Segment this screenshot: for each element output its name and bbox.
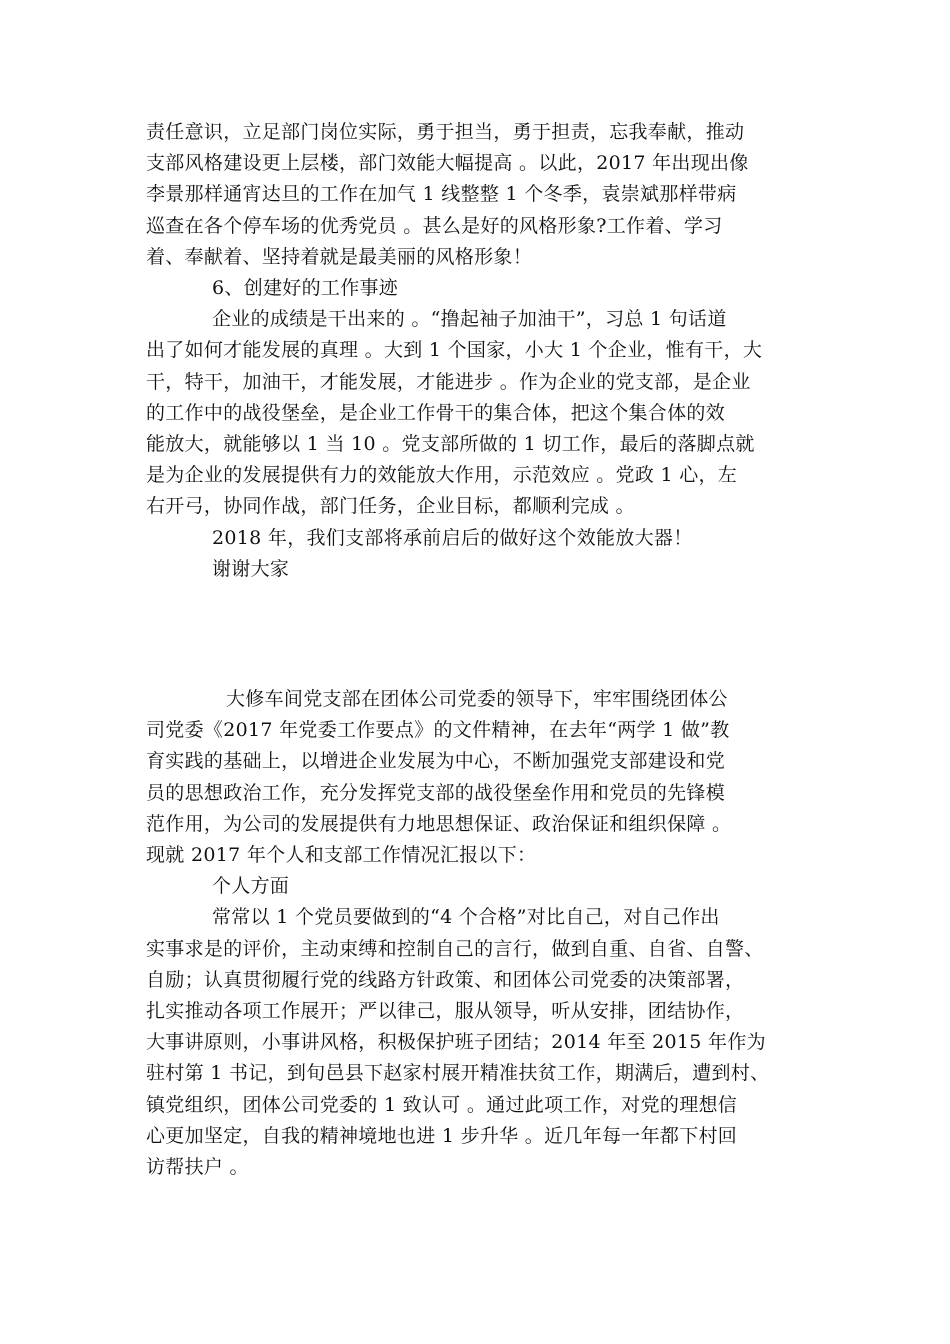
text-line: 责任意识，立足部门岗位实际，勇于担当，勇于担责，忘我奉献，推动 — [146, 121, 745, 143]
text-line: 的工作中的战役堡垒，是企业工作骨干的集合体，把这个集合体的效 — [146, 401, 726, 424]
text-line: 自励；认真贯彻履行党的线路方针政策、和团体公司党委的决策部署， — [146, 968, 745, 991]
heading-text: 6、创建好的工作事迹 — [212, 277, 399, 300]
text-line: 能放大，就能够以 1 当 10 。党支部所做的 1 切工作，最后的落脚点就 — [146, 433, 755, 456]
text-line: 驻村第 1 书记，到旬邑县下赵家村展开精准扶贫工作，期满后，遭到村、 — [146, 1062, 770, 1085]
text-line: 大事讲原则，小事讲风格，积极保护班子团结；2014 年至 2015 年作为 — [146, 1031, 766, 1054]
paragraph-personal — [146, 902, 818, 1183]
text-line: 现就 2017 年个人和支部工作情况汇报以下： — [146, 844, 537, 867]
section-b — [146, 684, 818, 1183]
text-line: 干，特干，加油干，才能发展，才能进步 。作为企业的党支部，是企业 — [146, 370, 751, 393]
text-line: 大修车间党支部在团体公司党委的领导下，牢牢围绕团体公 — [226, 688, 728, 710]
paragraph-2018 — [146, 523, 818, 554]
text-line: 常常以 1 个党员要做到的“4 个合格”对比自己，对自己作出 — [212, 906, 720, 929]
text-line: 心更加坚定，自我的精神境地也进 1 步升华 。近几年每一年都下村回 — [146, 1124, 738, 1147]
text-line: 2018 年，我们支部将承前启后的做好这个效能放大器！ — [212, 526, 693, 549]
closing-thanks — [146, 554, 818, 585]
text-line: 范作用，为公司的发展提供有力地思想保证、政治保证和组织保障 。 — [146, 812, 732, 835]
text-line: 巡查在各个停车场的优秀党员 。甚么是好的风格形象?工作着、学习 — [146, 214, 723, 237]
text-line: 司党委《2017 年党委工作要点》的文件精神，在去年“两学 1 做”教 — [146, 719, 730, 742]
heading-text: 个人方面 — [212, 875, 290, 898]
section-heading-personal — [146, 871, 818, 902]
text-line: 是为企业的发展提供有力的效能放大作用，示范效应 。党政 1 心，左 — [146, 464, 738, 487]
text-line: 企业的成绩是干出来的 。“撸起袖子加油干”，习总 1 句话道 — [212, 308, 727, 331]
paragraph-work-deeds — [146, 304, 818, 522]
text-line: 李景那样通宵达旦的工作在加气 1 线整整 1 个冬季，袁崇斌那样带病 — [146, 183, 737, 206]
text-line: 右开弓，协同作战，部门任务，企业目标，都顺利完成 。 — [146, 495, 635, 518]
text-line: 访帮扶户 。 — [146, 1156, 249, 1179]
section-a — [146, 117, 818, 585]
text-line: 镇党组织，团体公司党委的 1 致认可 。通过此项工作，对党的理想信 — [146, 1093, 738, 1116]
text-line: 谢谢大家 — [212, 557, 290, 580]
section-heading-6 — [146, 273, 818, 304]
text-line: 支部风格建设更上层楼，部门效能大幅提高 。以此，2017 年出现出像 — [146, 152, 749, 175]
text-line: 育实践的基础上，以增进企业发展为中心，不断加强党支部建设和党 — [146, 750, 726, 773]
paragraph-intro — [146, 684, 818, 871]
text-line: 实事求是的评价，主动束缚和控制自己的言行，做到自重、自省、自警、 — [146, 937, 764, 960]
text-line: 出了如何才能发展的真理 。大到 1 个国家，小大 1 个企业，惟有干，大 — [146, 339, 763, 362]
text-line: 员的思想政治工作，充分发挥党支部的战役堡垒作用和党员的先锋模 — [146, 781, 726, 804]
text-line: 着、奉献着、坚持着就是最美丽的风格形象！ — [146, 245, 533, 268]
paragraph-style-image — [146, 117, 818, 273]
text-line: 扎实推动各项工作展开；严以律己，服从领导，听从安排，团结协作， — [146, 1000, 745, 1023]
